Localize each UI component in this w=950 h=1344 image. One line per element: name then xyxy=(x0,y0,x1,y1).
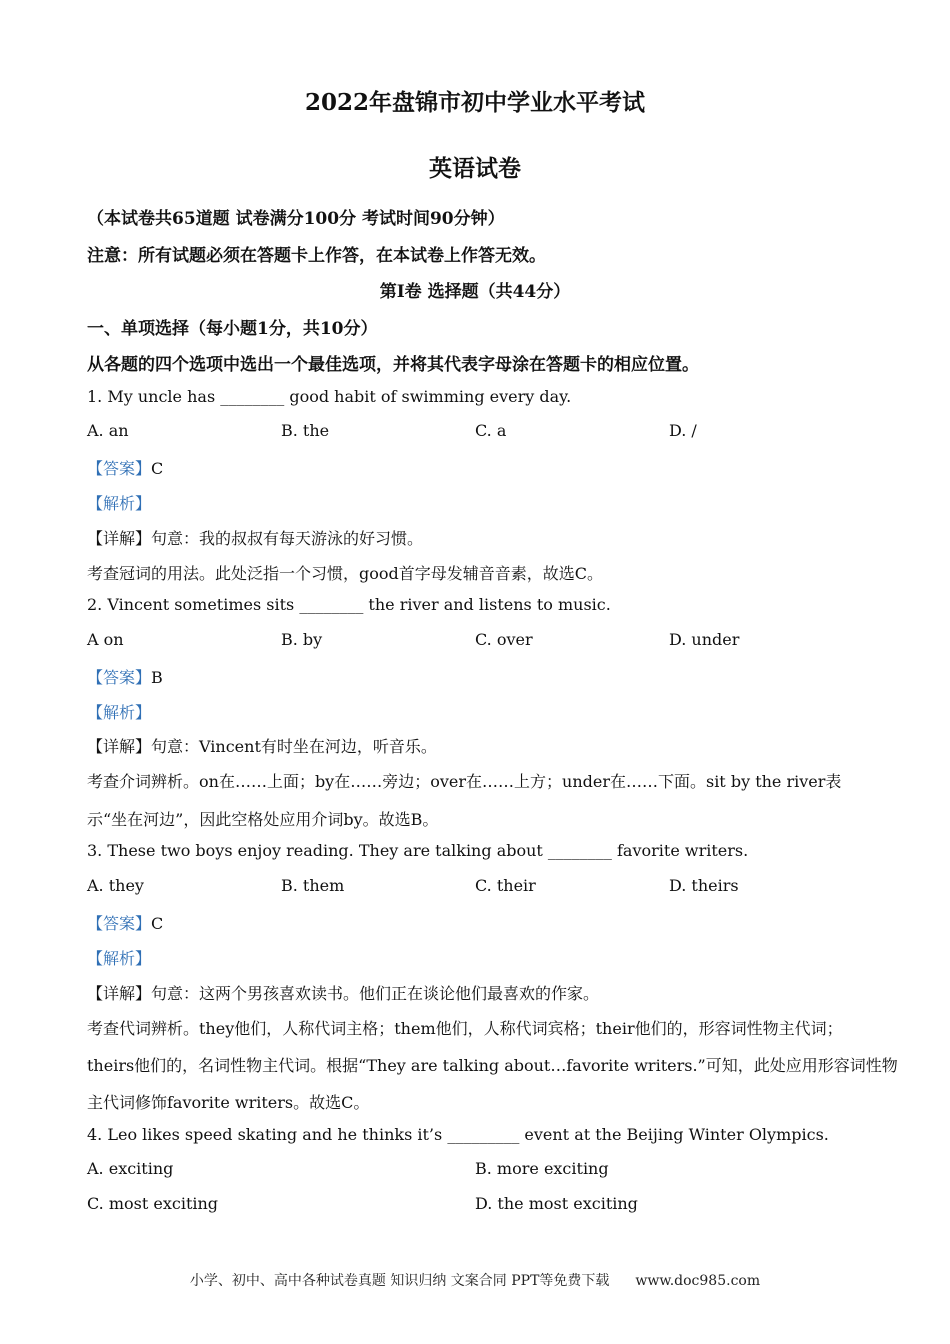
question-2-explain-line-1: 考查介词辨析。on在……上面；by在……旁边；over在……上方；under在……下面。sit by the river表 xyxy=(87,772,842,791)
question-2-analysis xyxy=(87,700,877,723)
detail-text: 句意：这两个男孩喜欢读书。他们正在谈论他们最喜欢的作家。 xyxy=(151,984,600,1003)
detail-tag: 【详解】 xyxy=(87,529,152,548)
answer-value: C xyxy=(151,459,164,478)
question-3-analysis xyxy=(87,946,877,969)
question-1-analysis xyxy=(87,491,877,514)
answer-tag: 【答案】 xyxy=(87,459,152,478)
question-1-detail xyxy=(87,526,877,549)
answer-tag: 【答案】 xyxy=(87,668,152,687)
exam-subject: 英语试卷 xyxy=(429,155,521,182)
section-heading: 一、单项选择（每小题1分，共10分） xyxy=(87,319,378,339)
exam-title: 2022年盘锦市初中学业水平考试 xyxy=(304,89,645,116)
answer-value: B xyxy=(151,668,163,687)
question-3-detail xyxy=(87,981,877,1004)
question-2-detail xyxy=(87,734,877,757)
analysis-tag: 【解析】 xyxy=(87,949,152,968)
question-2-option-c: C. over xyxy=(475,630,533,649)
question-3-option-b: B. them xyxy=(281,876,345,895)
question-4-option-a: A. exciting xyxy=(87,1159,174,1178)
question-3-explain-line-1: 考查代词辨析。they他们，人称代词主格；them他们，人称代词宾格；their他们的，形容词性物主代词； xyxy=(87,1019,843,1038)
footer-text: 小学、初中、高中各种试卷真题 知识归纳 文案合同 PPT等免费下载 xyxy=(189,1273,610,1289)
detail-text: 句意：我的叔叔有每天游泳的好习惯。 xyxy=(151,529,424,548)
question-4-stem: 4. Leo likes speed skating and he thinks it’s _________ event at the Beijing Winter Olympics. xyxy=(87,1125,829,1144)
section-instruction: 从各题的四个选项中选出一个最佳选项，并将其代表字母涂在答题卡的相应位置。 xyxy=(87,355,699,375)
question-1-option-b: B. the xyxy=(281,421,330,440)
exam-notice: 注意：所有试题必须在答题卡上作答，在本试卷上作答无效。 xyxy=(87,246,546,266)
detail-tag: 【详解】 xyxy=(87,737,152,756)
question-4-option-c: C. most exciting xyxy=(87,1194,219,1213)
footer-url[interactable]: www.doc985.com xyxy=(635,1273,761,1289)
exam-info: （本试卷共65道题 试卷满分100分 考试时间90分钟） xyxy=(87,209,505,229)
detail-text: 句意：Vincent有时坐在河边，听音乐。 xyxy=(151,737,437,756)
question-3-option-d: D. theirs xyxy=(669,876,739,895)
question-3-explain-line-2: theirs他们的，名词性物主代词。根据“They are talking about…favorite writers.”可知，此处应用形容词性物 xyxy=(87,1056,898,1075)
answer-tag: 【答案】 xyxy=(87,914,152,933)
question-4-option-b: B. more exciting xyxy=(475,1159,609,1178)
question-1-explain: 考查冠词的用法。此处泛指一个习惯，good首字母发辅音音素，故选C。 xyxy=(87,564,603,583)
analysis-tag: 【解析】 xyxy=(87,494,152,513)
part-heading: 第Ⅰ卷 选择题（共44分） xyxy=(379,282,571,302)
question-2-option-a: A on xyxy=(87,630,124,649)
answer-value: C xyxy=(151,914,164,933)
question-1-stem: 1. My uncle has ________ good habit of swimming every day. xyxy=(87,387,572,406)
question-2-stem: 2. Vincent sometimes sits ________ the river and listens to music. xyxy=(87,595,611,614)
question-1-option-d: D. / xyxy=(669,421,697,440)
question-3-answer xyxy=(87,911,877,934)
question-4-option-d: D. the most exciting xyxy=(475,1194,638,1213)
question-3-option-c: C. their xyxy=(475,876,536,895)
question-3-option-a: A. they xyxy=(87,876,144,895)
question-3-explain-line-3: 主代词修饰favorite writers。故选C。 xyxy=(87,1093,370,1112)
question-1-answer xyxy=(87,456,877,479)
question-2-explain-line-2: 示“坐在河边”，因此空格处应用介词by。故选B。 xyxy=(87,810,439,829)
question-1-option-a: A. an xyxy=(87,421,129,440)
question-2-answer xyxy=(87,665,877,688)
question-1-option-c: C. a xyxy=(475,421,507,440)
page-footer xyxy=(0,1270,950,1290)
question-2-option-b: B. by xyxy=(281,630,323,649)
question-3-stem: 3. These two boys enjoy reading. They are talking about ________ favorite writers. xyxy=(87,841,749,860)
detail-tag: 【详解】 xyxy=(87,984,152,1003)
analysis-tag: 【解析】 xyxy=(87,703,152,722)
question-2-option-d: D. under xyxy=(669,630,740,649)
